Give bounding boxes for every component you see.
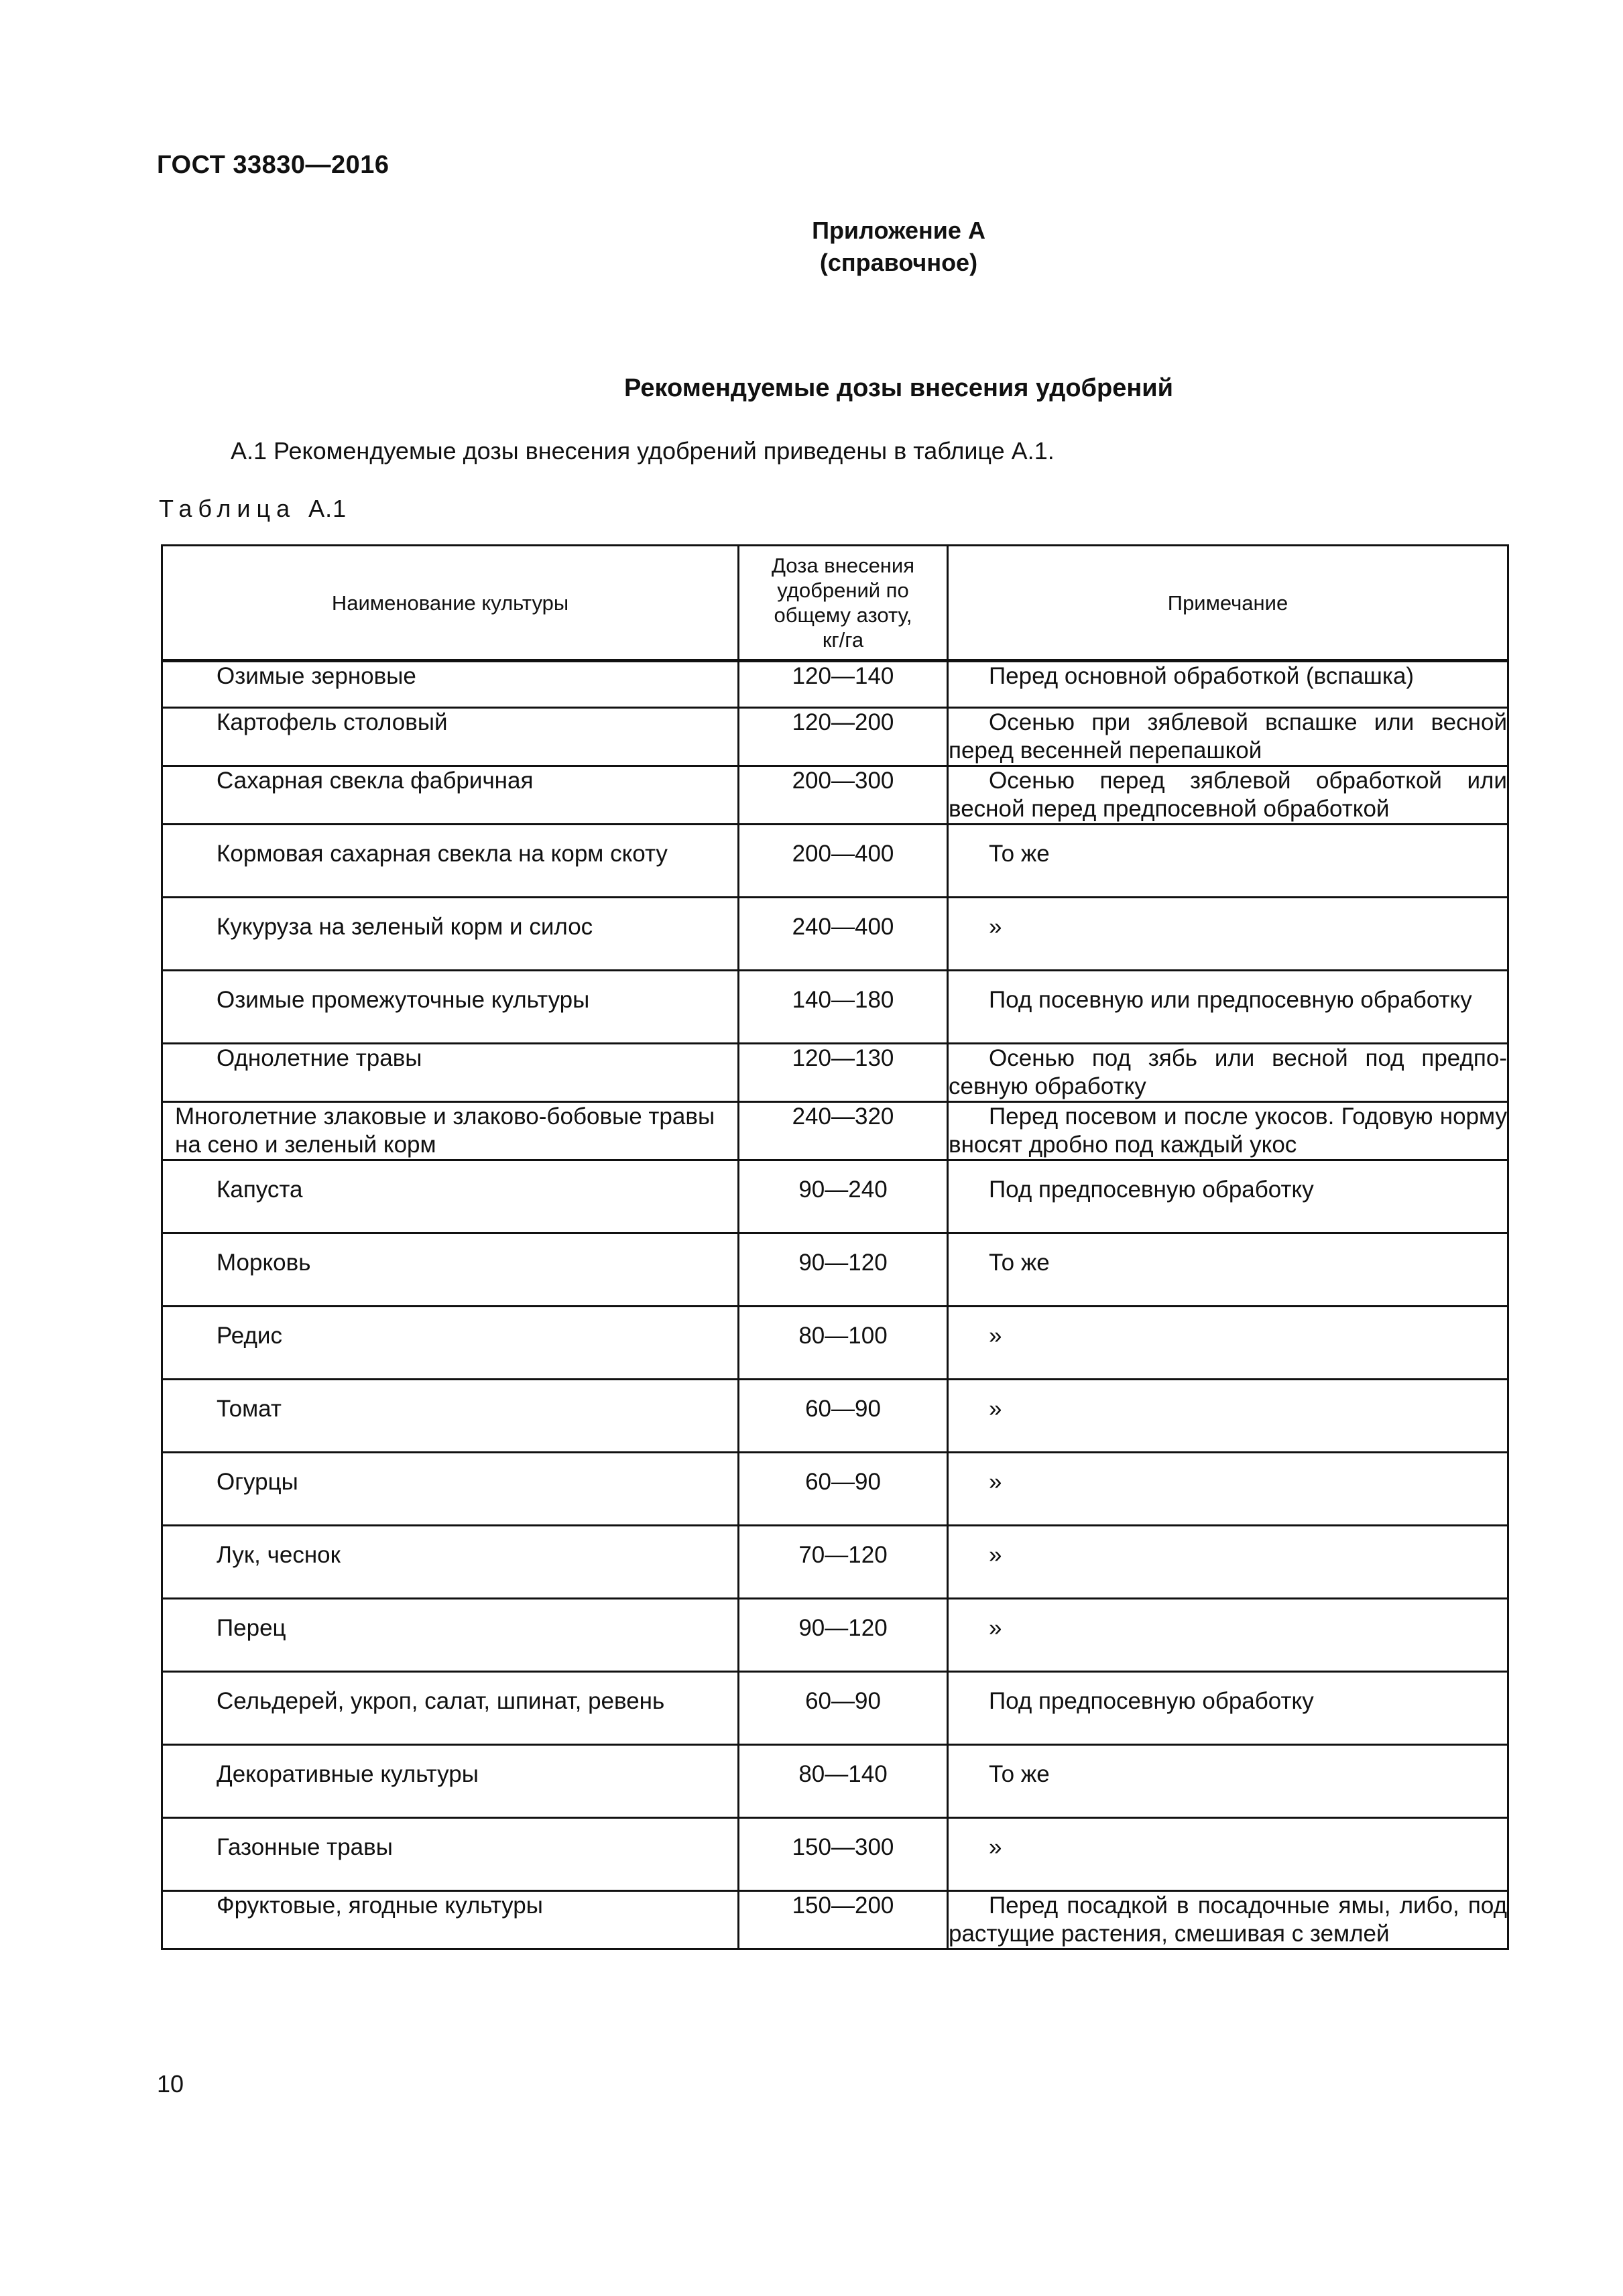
culture-cell: Лук, чеснок: [162, 1526, 739, 1599]
dose-cell: 240—400: [739, 898, 948, 971]
culture-cell: Перец: [162, 1599, 739, 1672]
note-cell: »: [948, 1380, 1508, 1453]
note-cell: Осенью при зяблевой вспашке или весной перед весенней перепашкой: [948, 708, 1508, 766]
column-header-note: Примечание: [948, 546, 1508, 661]
document-code: ГОСТ 33830—2016: [157, 151, 389, 179]
note-cell: То же: [948, 825, 1508, 898]
note-cell: »: [948, 1526, 1508, 1599]
table-row: [162, 1745, 1508, 1818]
culture-cell: Томат: [162, 1380, 739, 1453]
table-row: [162, 1599, 1508, 1672]
culture-cell: Озимые промежуточные культуры: [162, 971, 739, 1044]
culture-cell: Многолетние злаковые и злаково-бобовые травы на сено и зеленый корм: [162, 1102, 739, 1160]
table-row: [162, 1526, 1508, 1599]
table-header-row: [162, 546, 1508, 661]
table-row: [162, 661, 1508, 708]
dose-cell: 80—140: [739, 1745, 948, 1818]
dose-cell: 200—300: [739, 766, 948, 825]
dose-cell: 120—140: [739, 661, 948, 708]
table-row: [162, 1044, 1508, 1102]
note-cell: »: [948, 1818, 1508, 1891]
culture-cell: Газонные травы: [162, 1818, 739, 1891]
dose-cell: 60—90: [739, 1672, 948, 1745]
note-cell: Перед основной обработкой (вспашка): [948, 661, 1508, 708]
note-cell: »: [948, 1307, 1508, 1380]
table-caption-number: А.1: [308, 495, 347, 522]
table-row: [162, 708, 1508, 766]
note-cell: Под посевную или предпосевную обработку: [948, 971, 1508, 1044]
culture-cell: Кормовая сахарная свекла на корм скоту: [162, 825, 739, 898]
table-row: [162, 1233, 1508, 1307]
dose-cell: 70—120: [739, 1526, 948, 1599]
table-row: [162, 1102, 1508, 1160]
table-row: [162, 1672, 1508, 1745]
note-cell: »: [948, 1453, 1508, 1526]
culture-cell: Сельдерей, укроп, салат, шпинат, ревень: [162, 1672, 739, 1745]
note-cell: Перед посадкой в посадочные ямы, либо, под растущие растения, смешивая с землей: [948, 1891, 1508, 1949]
intro-paragraph: А.1 Рекомендуемые дозы внесения удобрений приведены в таблице А.1.: [231, 437, 1055, 465]
dose-cell: 120—200: [739, 708, 948, 766]
note-cell: Под предпосевную обработку: [948, 1160, 1508, 1233]
column-header-dose: Доза внесения удобрений по общему азоту, кг/га: [739, 546, 948, 661]
dose-cell: 150—200: [739, 1891, 948, 1949]
culture-cell: Картофель столовый: [162, 708, 739, 766]
culture-cell: Декоративные культуры: [162, 1745, 739, 1818]
culture-cell: Сахарная свекла фабричная: [162, 766, 739, 825]
table-row: [162, 1307, 1508, 1380]
table-row: [162, 1818, 1508, 1891]
note-cell: »: [948, 898, 1508, 971]
culture-cell: Озимые зерновые: [162, 661, 739, 708]
appendix-subtitle: (справочное): [819, 249, 978, 276]
note-cell: »: [948, 1599, 1508, 1672]
table-row: [162, 971, 1508, 1044]
section-title-wrap: [0, 374, 1623, 403]
dose-cell: 90—120: [739, 1233, 948, 1307]
culture-cell: Однолетние травы: [162, 1044, 739, 1102]
dose-cell: 200—400: [739, 825, 948, 898]
note-cell: Перед посевом и после укосов. Годовую норму вносят дробно под каждый укос: [948, 1102, 1508, 1160]
dose-cell: 90—120: [739, 1599, 948, 1672]
note-cell: Под предпосевную обработку: [948, 1672, 1508, 1745]
dose-cell: 120—130: [739, 1044, 948, 1102]
dose-cell: 80—100: [739, 1307, 948, 1380]
dose-cell: 150—300: [739, 1818, 948, 1891]
table-row: [162, 1380, 1508, 1453]
table-caption: [159, 495, 347, 523]
dose-cell: 60—90: [739, 1453, 948, 1526]
note-cell: То же: [948, 1233, 1508, 1307]
culture-cell: Редис: [162, 1307, 739, 1380]
section-title: Рекомендуемые дозы внесения удобрений: [623, 374, 1174, 402]
culture-cell: Фруктовые, ягодные культуры: [162, 1891, 739, 1949]
dose-cell: 60—90: [739, 1380, 948, 1453]
fertilizer-table: [161, 544, 1509, 1950]
column-header-culture: Наименование культуры: [162, 546, 739, 661]
appendix-title: Приложение А: [812, 217, 985, 244]
note-cell: То же: [948, 1745, 1508, 1818]
table-row: [162, 1891, 1508, 1949]
page-number: 10: [157, 2070, 184, 2098]
table-row: [162, 766, 1508, 825]
appendix-heading: [0, 215, 1623, 279]
table-row: [162, 898, 1508, 971]
table-row: [162, 1160, 1508, 1233]
dose-cell: 140—180: [739, 971, 948, 1044]
table-row: [162, 825, 1508, 898]
note-cell: Осенью перед зяблевой обработкой или весной перед предпосевной обработкой: [948, 766, 1508, 825]
culture-cell: Капуста: [162, 1160, 739, 1233]
culture-cell: Огурцы: [162, 1453, 739, 1526]
note-cell: Осенью под зябь или весной под предпо-севную обработку: [948, 1044, 1508, 1102]
dose-cell: 90—240: [739, 1160, 948, 1233]
culture-cell: Морковь: [162, 1233, 739, 1307]
culture-cell: Кукуруза на зеленый корм и силос: [162, 898, 739, 971]
table-caption-label: Таблица: [159, 495, 296, 522]
table-row: [162, 1453, 1508, 1526]
dose-cell: 240—320: [739, 1102, 948, 1160]
